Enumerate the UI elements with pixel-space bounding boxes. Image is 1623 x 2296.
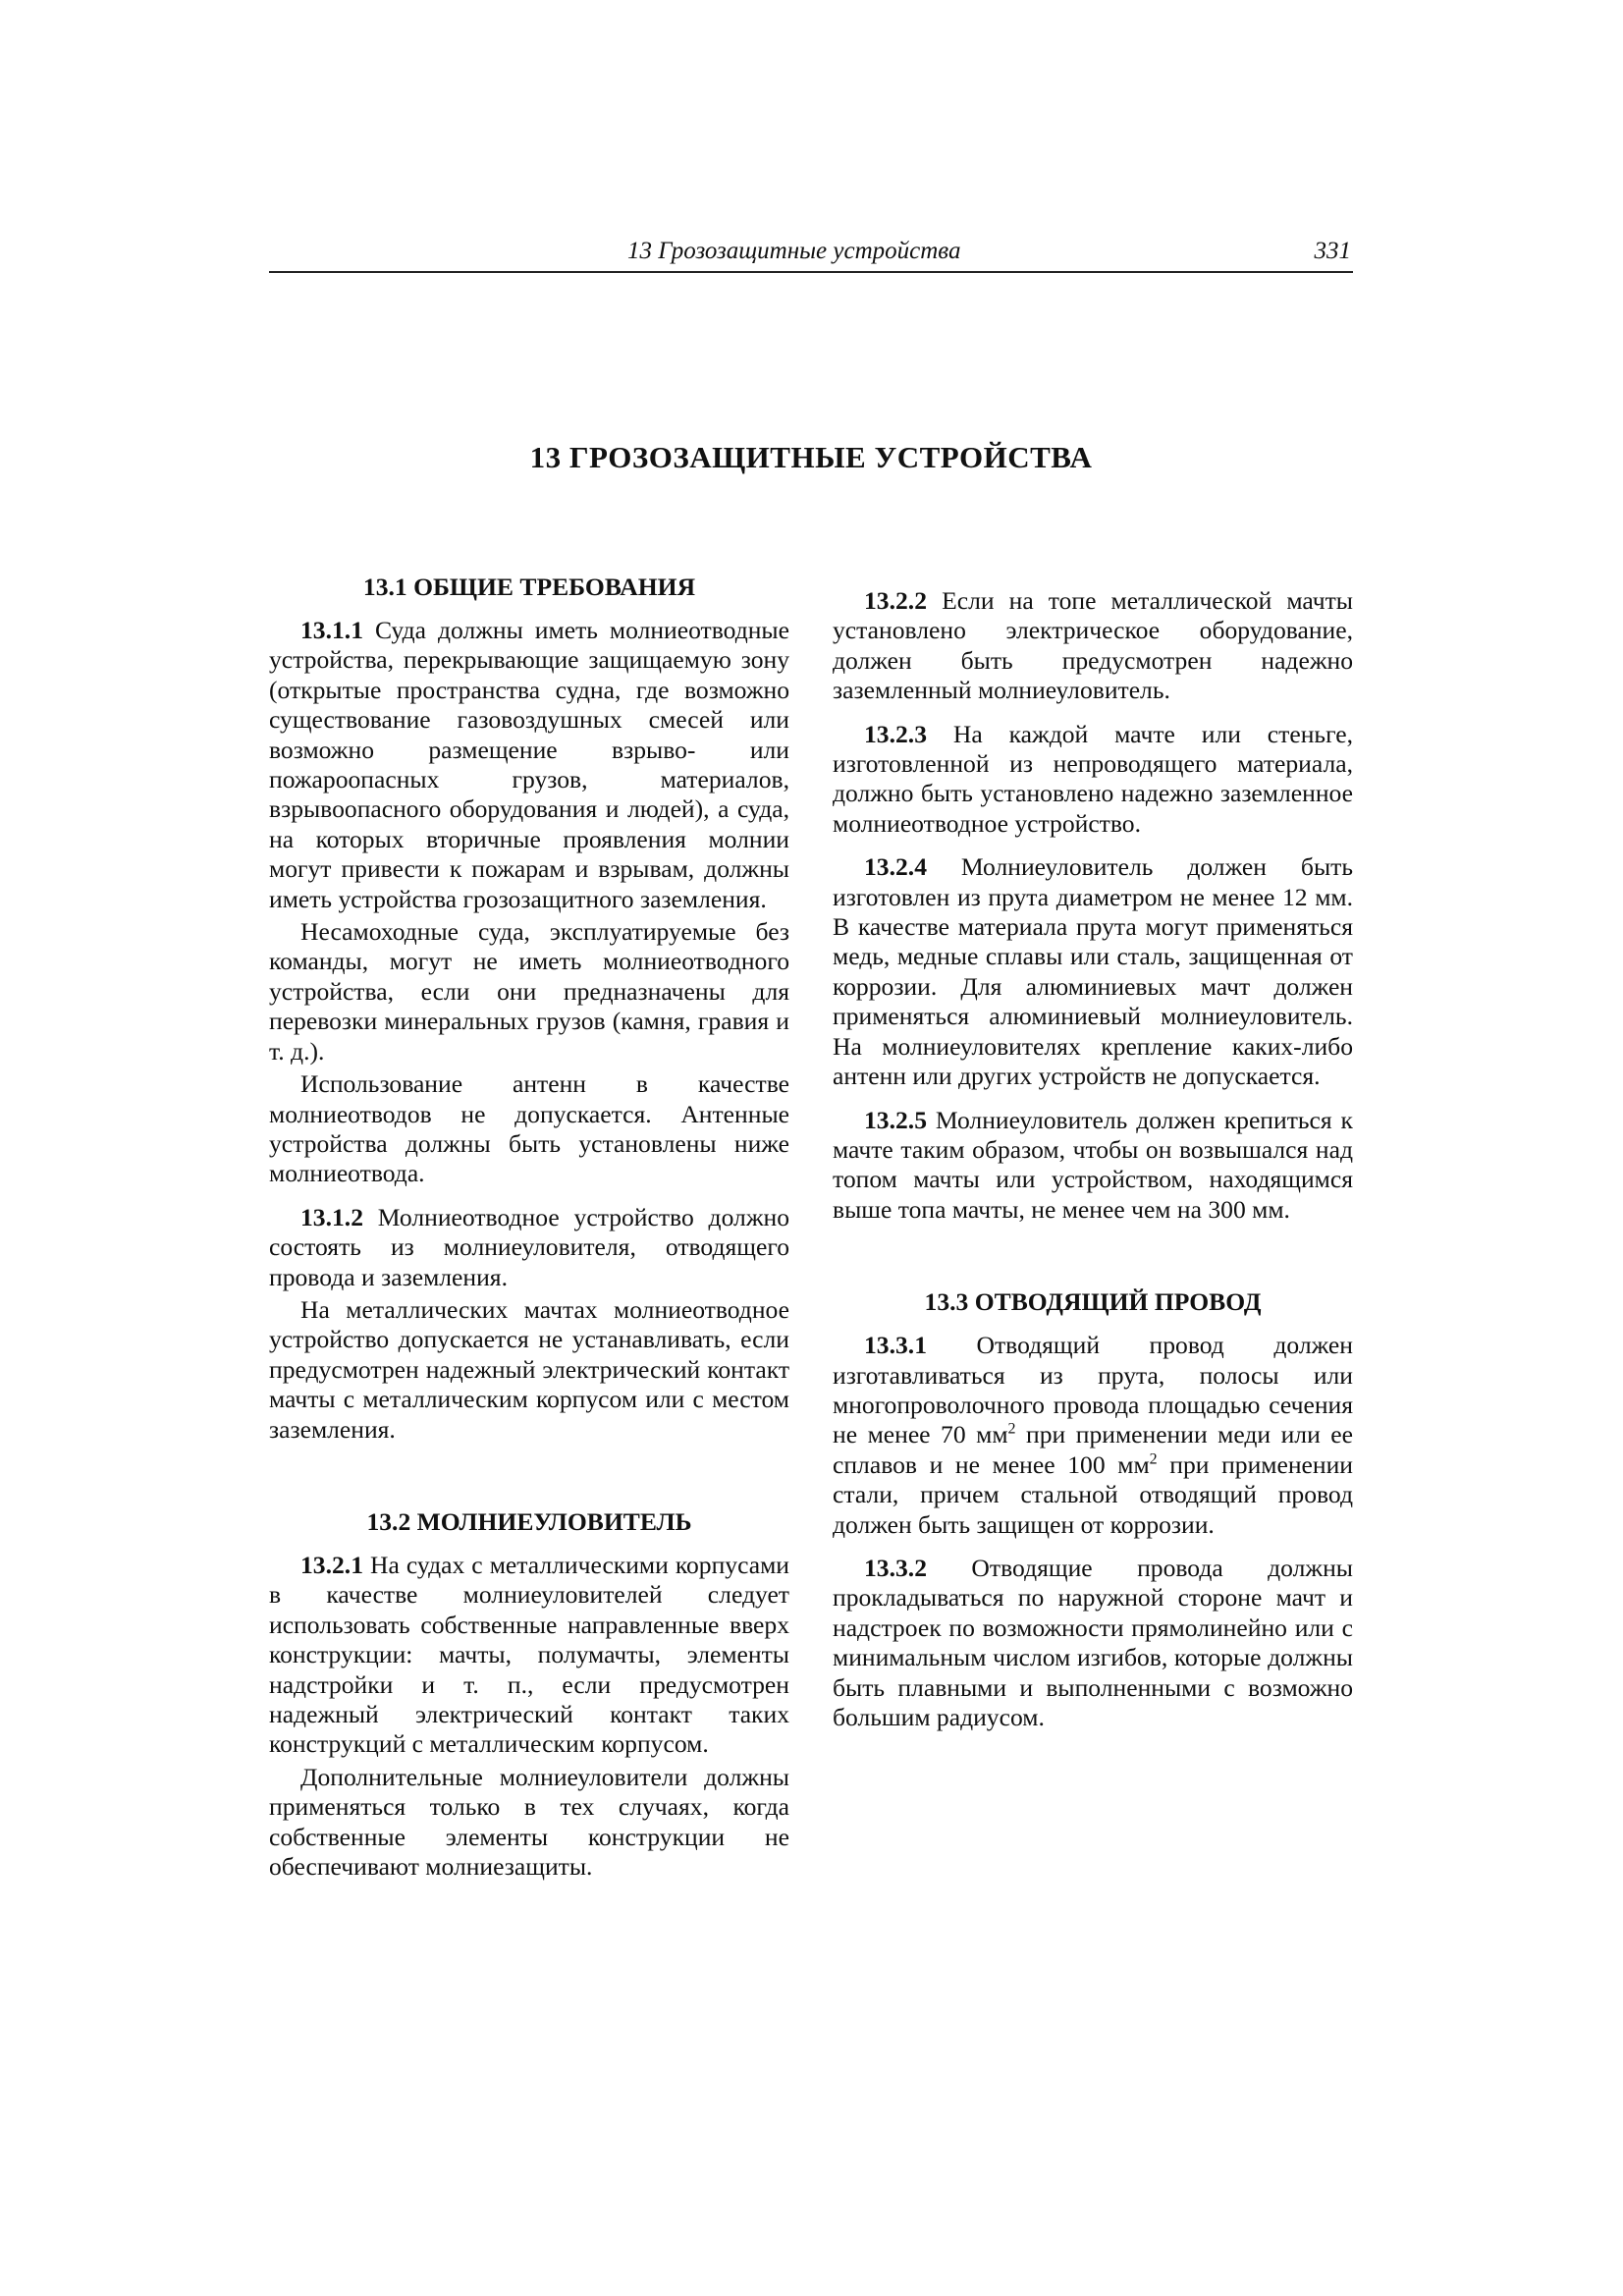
clause-number: 13.1.1 [300,616,363,644]
clause-number: 13.2.1 [300,1550,363,1579]
paragraph-13-1-1 [269,616,789,914]
section-heading-13-1: 13.1 ОБЩИЕ ТРЕБОВАНИЯ [362,573,696,601]
right-column [833,573,1353,1732]
chapter-title: 13 ГРОЗОЗАЩИТНЫЕ УСТРОЙСТВА [529,440,1093,474]
superscript: 2 [1149,1450,1158,1468]
paragraph-text: Отводящие провода должны прокладываться по наружной стороне мачт и надстроек по возможности прямолинейно или с минимальным числом изгибов, которые должны быть плавными и выполненными с возможно большим радиусом. [833,1553,1353,1731]
paragraph-13-3-2 [833,1554,1353,1732]
clause-number: 13.2.2 [864,586,927,615]
paragraph-text: Отводящий провод должен изготавливаться из прута, полосы или многопроволочного провода площадью сечения не менее 70 мм [833,1331,1353,1449]
clause-number: 13.3.1 [864,1331,927,1360]
paragraph-13-2-1 [269,1551,789,1760]
paragraph-text: Молниеотводное устройство должно состоять из молниеуловителя, отводящего провода и заземления. [269,1202,789,1291]
paragraph-text: На судах с металлическими корпусами в качестве молниеуловителей следует использовать собственные направленные вверх конструкции: мачты, полумачты, элементы надстройки и т. п., если предусмотрен надежный электрический контакт таких конструкций с металлическим корпусом. [269,1550,789,1759]
paragraph-text: Молниеуловитель должен крепиться к мачте таким образом, чтобы он возвышался над топом мачты или устройством, находящимся выше топа мачты, не менее чем на 300 мм. [833,1105,1353,1224]
page-number: 331 [1314,238,1351,264]
clause-number: 13.2.3 [864,719,927,748]
running-header [269,236,1353,273]
clause-number: 13.3.2 [864,1553,927,1582]
paragraph-text: Молниеуловитель должен быть изготовлен из прута диаметром не менее 12 мм. В качестве материала прута могут применяться медь, медные сплавы или сталь, защищенная от коррозии. Для алюминиевых мачт должен применяться алюминиевый молниеуловитель. На молниеуловителях крепление каких-либо антенн или других устройств не допускается. [833,852,1353,1091]
left-column [269,573,789,1882]
clause-number: 13.2.4 [864,852,927,882]
paragraph-non-self-propelled: Несамоходные суда, эксплуатируемые без команды, могут не иметь молниеотводного устройства, если они предназначены для перевозки минеральных грузов (камня, гравия и т. д.). [269,917,789,1066]
section-heading-13-2: 13.2 МОЛНИЕУЛОВИТЕЛЬ [366,1506,692,1536]
clause-number: 13.2.5 [864,1105,927,1134]
superscript: 2 [1007,1420,1016,1438]
paragraph-text: Если на топе металлической мачты установлено электрическое оборудование, должен быть предусмотрен надежно заземленный молниеуловитель. [833,586,1353,705]
paragraph-text: Суда должны иметь молниеотводные устройства, перекрывающие защищаемую зону (открытые пространства судна, где возможно существование газовоздушных смесей или возможно размещение взрыво- или пожароопасных грузов, материалов, взрывоопасного оборудования и людей), а суда, на которых вторичные проявления молнии могут привести к пожарам и взрывам, должны иметь устройства грозозащитного заземления. [269,616,789,913]
paragraph-13-2-5 [833,1106,1353,1226]
paragraph-text: при применении стали, причем стальной отводящий провод должен быть защищен от коррозии. [833,1449,1353,1539]
paragraph-13-2-4 [833,852,1353,1091]
clause-number: 13.1.2 [300,1202,363,1231]
paragraph-text: при применении меди или ее сплавов и не менее 100 мм [833,1420,1353,1479]
paragraph-text: На каждой мачте или стеньге, изготовленной из непроводящего материала, должно быть установлено надежно заземленное молниеотводное устройство. [833,719,1353,838]
paragraph-13-2-3 [833,720,1353,840]
paragraph-additional-lightning-rods: Дополнительные молниеуловители должны применяться только в тех случаях, когда собственные элементы конструкции не обеспечивают молниезащиты. [269,1762,789,1882]
paragraph-13-2-2 [833,586,1353,706]
section-heading-13-3: 13.3 ОТВОДЯЩИЙ ПРОВОД [924,1287,1262,1317]
running-header-title: 13 Грозозащитные устройства [627,238,961,264]
paragraph-antennas: Использование антенн в качестве молниеотводов не допускается. Антенные устройства должны быть установлены ниже молниеотвода. [269,1069,789,1188]
paragraph-13-1-2 [269,1203,789,1292]
paragraph-13-3-1 [833,1331,1353,1540]
paragraph-metal-masts: На металлических мачтах молниеотводное устройство допускается не устанавливать, если предусмотрен надежный электрический контакт мачты с металлическим корпусом или с местом заземления. [269,1294,789,1444]
